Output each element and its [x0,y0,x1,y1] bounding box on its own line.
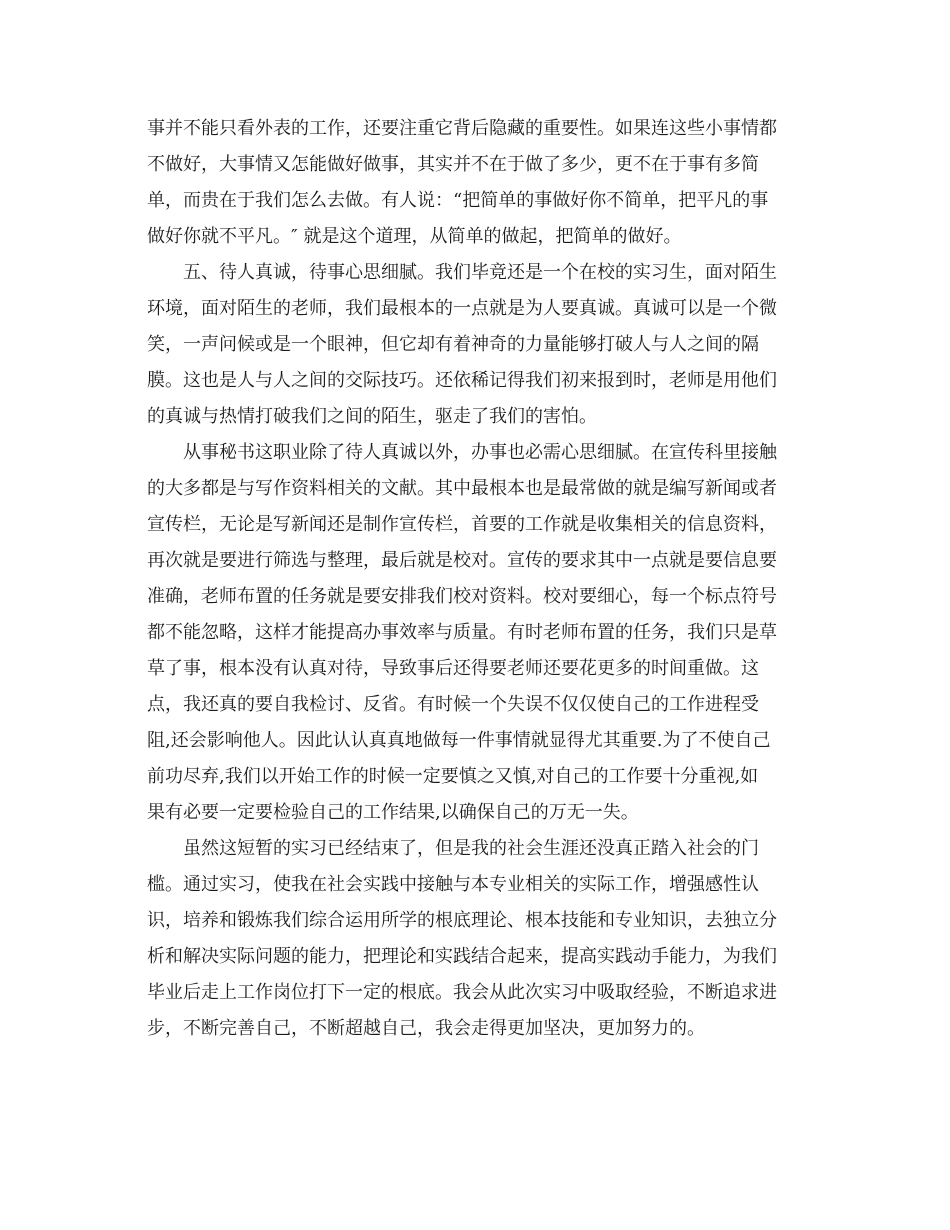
text-line: 识，培养和锻炼我们综合运用所学的根底理论、根本技能和专业知识，去独立分 [147,910,777,931]
text-line: 点，我还真的要自我检讨、反省。有时候一个失误不仅仅使自己的工作进程受 [147,694,759,715]
text-line: 环境，面对陌生的老师，我们最根本的一点就是为人要真诚。真诚可以是一个微 [147,298,777,319]
text-line: 的真诚与热情打破我们之间的陌生，驱走了我们的害怕。 [147,406,597,427]
text-line: 都不能忽略，这样才能提高办事效率与质量。有时老师布置的任务，我们只是草 [147,622,777,643]
paragraph-start-line: 虽然这短暂的实习已经结束了，但是我的社会生涯还没真正踏入社会的门 [183,838,759,859]
text-line: 前功尽弃,我们以开始工作的时候一定要慎之又慎,对自己的工作要十分重视,如 [147,766,759,787]
text-line: 再次就是要进行筛选与整理，最后就是校对。宣传的要求其中一点就是要信息要 [147,550,777,571]
text-line: 笑，一声问候或是一个眼神，但它却有着神奇的力量能够打破人与人之间的隔 [147,334,759,355]
text-line: 毕业后走上工作岗位打下一定的根底。我会从此次实习中吸取经验，不断追求进 [147,982,777,1003]
paragraph-start-line: 从事秘书这职业除了待人真诚以外，办事也必需心思细腻。在宣传科里接触 [183,442,777,463]
text-line: 宣传栏，无论是写新闻还是制作宣传栏，首要的工作就是收集相关的信息资料， [147,514,777,535]
text-line: 草了事，根本没有认真对待，导致事后还得要老师还要花更多的时间重做。这 [147,658,759,679]
text-line: 析和解决实际问题的能力，把理论和实践结合起来，提高实践动手能力，为我们 [147,946,777,967]
text-line: 的大多都是与写作资料相关的文献。其中最根本也是最常做的就是编写新闻或者 [147,478,777,499]
text-line: 阻,还会影响他人。因此认认真真地做每一件事情就显得尤其重要.为了不使自己 [147,730,771,751]
text-line: 不做好，大事情又怎能做好做事，其实并不在于做了多少，更不在于事有多简 [147,154,759,175]
text-line: 准确，老师布置的任务就是要安排我们校对资料。校对要细心，每一个标点符号 [147,586,777,607]
paragraph-start-line: 五、待人真诚，待事心思细腻。我们毕竟还是一个在校的实习生，面对陌生 [183,262,777,283]
text-line: 事并不能只看外表的工作，还要注重它背后隐藏的重要性。如果连这些小事情都 [147,118,777,139]
text-line: 做好你就不平凡。″ 就是这个道理，从简单的做起，把简单的做好。 [147,226,682,247]
text-line: 步，不断完善自己，不断超越自己，我会走得更加坚决，更加努力的。 [147,1018,705,1039]
text-line: 果有必要一定要检验自己的工作结果,以确保自己的万无一失。 [147,802,639,823]
text-line: 单，而贵在于我们怎么去做。有人说：“把简单的事做好你不简单，把平凡的事 [147,190,769,211]
text-line: 槛。通过实习，使我在社会实践中接触与本专业相关的实际工作，增强感性认 [147,874,759,895]
text-line: 膜。这也是人与人之间的交际技巧。还依稀记得我们初来报到时，老师是用他们 [147,370,777,391]
